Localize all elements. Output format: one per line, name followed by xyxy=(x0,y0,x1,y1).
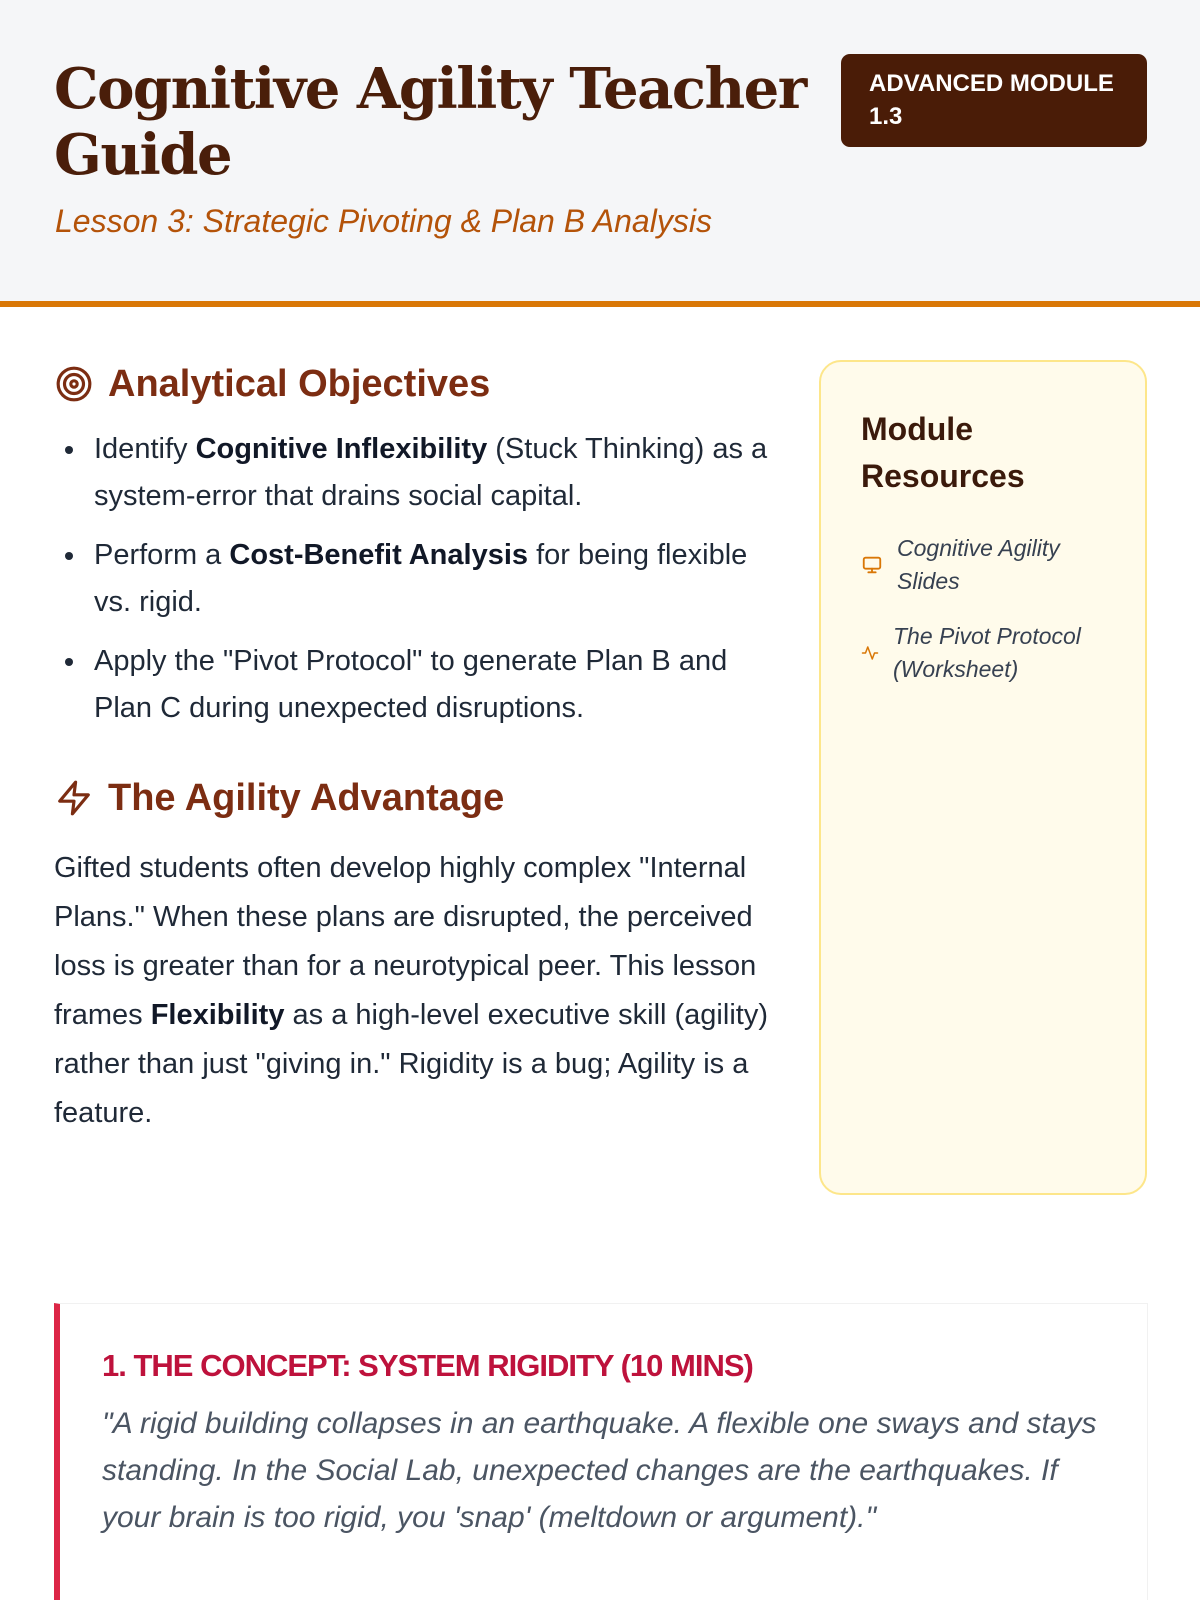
list-item: Apply the "Pivot Protocol" to generate Plan B and Plan C during unexpected disruptions. xyxy=(54,638,774,732)
page-title: Cognitive Agility Teacher Guide xyxy=(54,56,806,188)
resource-label: Cognitive Agility Slides xyxy=(897,535,1060,594)
advantage-paragraph: Gifted students often develop highly complex "Internal Plans." When these plans are disrupted, the perceived loss is greater than for a neurotypical peer. This lesson frames Flexibility as a high-level executive skill (agility) rather than just "giving in." Rigidity is a bug; Agility is a feature. xyxy=(54,852,768,1129)
lightning-icon xyxy=(54,778,94,818)
list-item: Perform a Cost-Benefit Analysis for being flexible vs. rigid. xyxy=(54,532,774,626)
activity-icon xyxy=(861,644,879,662)
objectives-list xyxy=(54,426,774,732)
target-icon xyxy=(54,364,94,404)
module-badge: ADVANCED MODULE 1.3 xyxy=(841,54,1147,147)
monitor-icon xyxy=(861,554,883,576)
module-resources-sidebar xyxy=(819,360,1147,1195)
objectives-heading xyxy=(54,360,774,408)
advantage-heading xyxy=(54,774,774,822)
sidebar-title: Module Resources xyxy=(861,411,1025,494)
lesson-subtitle: Lesson 3: Strategic Pivoting & Plan B Analysis xyxy=(55,203,712,239)
main-content xyxy=(54,360,774,1138)
resource-link-slides[interactable] xyxy=(861,532,1105,598)
advantage-heading-label: The Agility Advantage xyxy=(108,776,505,819)
concept-card xyxy=(54,1303,1148,1600)
resource-label: The Pivot Protocol (Worksheet) xyxy=(893,623,1081,682)
list-item: Identify Cognitive Inflexibility (Stuck Thinking) as a system-error that drains social capital. xyxy=(54,426,774,520)
concept-quote: "A rigid building collapses in an earthquake. A flexible one sways and stays standing. In the Social Lab, unexpected changes are the earthquakes. If your brain is too rigid, you 'snap' (meltdown or argument)." xyxy=(102,1407,1097,1534)
concept-title: 1. THE CONCEPT: SYSTEM RIGIDITY (10 MINS) xyxy=(102,1348,753,1383)
page-header xyxy=(0,0,1200,307)
objectives-heading-label: Analytical Objectives xyxy=(108,362,491,405)
resource-link-worksheet[interactable] xyxy=(861,620,1105,686)
